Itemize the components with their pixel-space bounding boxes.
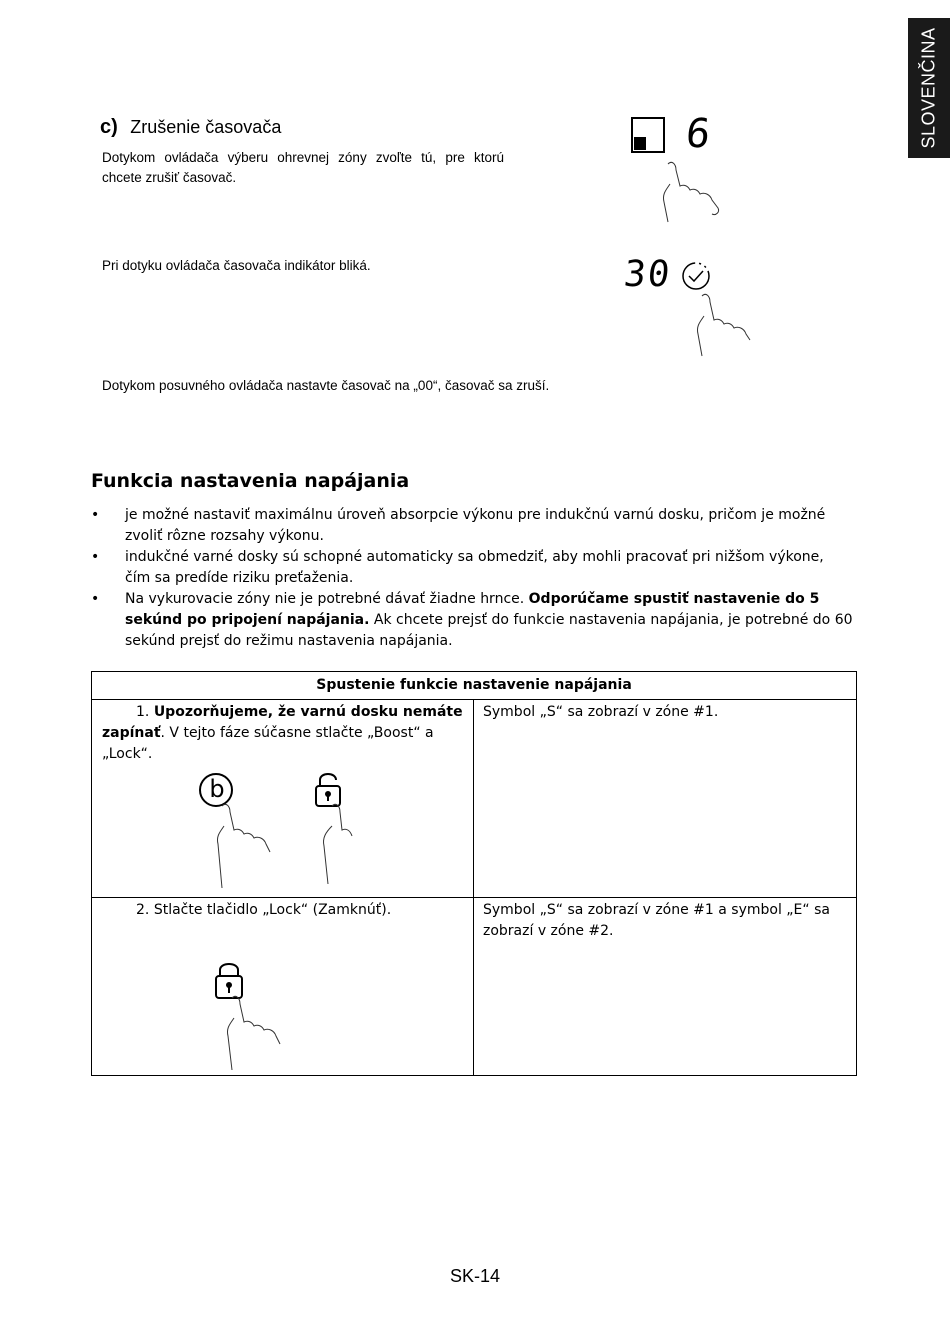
hand-pointer-icon xyxy=(227,996,280,1070)
language-label: SLOVENČINA xyxy=(918,27,939,149)
section-c-step2: Pri dotyku ovládača časovača indikátor bliká. xyxy=(102,258,371,273)
result-text: Symbol „S“ sa zobrazí v zóne #1. xyxy=(483,704,719,720)
zone-digit: 6 xyxy=(683,111,713,157)
lock-icon xyxy=(216,964,242,998)
zone-display-figure xyxy=(628,112,738,227)
section-title: Zrušenie časovača xyxy=(130,117,282,137)
step-text: 1. Upozorňujeme, že varnú dosku nemáte zapínať. V tejto fáze súčasne stlačte „Boost“ a „Lock“. xyxy=(102,704,463,762)
section-c-step3: Dotykom posuvného ovládača nastavte časovač na „00“, časovač sa zruší. xyxy=(102,378,550,393)
step-text: 2. Stlačte tlačidlo „Lock“ (Zamknúť). xyxy=(136,902,392,918)
bullet-item: • Na vykurovacie zóny nie je potrebné dávať žiadne hrnce. Odporúčame spustiť nastavenie do 5 sekúnd po pripojení napájania. Ak chcete prejsť do funkcie nastavenia napájania, je potrebné do 60 sekúnd prejsť do režimu nastavenia napájania. xyxy=(91,589,853,652)
result-cell xyxy=(474,898,857,1076)
result-cell xyxy=(474,700,857,898)
timer-digits: 30 xyxy=(621,254,674,295)
zone-select-icon xyxy=(628,112,738,227)
page-number: SK-14 xyxy=(449,1266,501,1286)
table-row xyxy=(92,898,857,1076)
power-setting-table xyxy=(91,671,857,1076)
power-heading: Funkcia nastavenia napájania xyxy=(91,470,410,492)
bullet-item: • indukčné varné dosky sú schopné automaticky sa obmedziť, aby mohli pracovať pri nižšom výkone, čím sa predíde riziku preťaženia. xyxy=(91,547,853,589)
table-header: Spustenie funkcie nastavenie napájania xyxy=(92,672,857,700)
result-text: Symbol „S“ sa zobrazí v zóne #1 a symbol „E“ sa zobrazí v zóne #2. xyxy=(483,902,830,939)
table-header-row xyxy=(92,672,857,700)
boost-glyph: b xyxy=(209,775,225,803)
hand-pointer-icon xyxy=(217,804,352,888)
section-letter: c) xyxy=(100,116,118,138)
power-bullets xyxy=(91,505,853,652)
hand-pointer-icon xyxy=(663,162,718,222)
language-tab xyxy=(908,18,950,158)
timer-display-figure xyxy=(621,254,764,364)
step-cell xyxy=(92,898,474,1076)
hand-pointer-icon xyxy=(684,294,764,364)
lock-figure xyxy=(212,962,322,1072)
step-cell xyxy=(92,700,474,898)
lock-icon xyxy=(316,774,340,806)
section-c-heading xyxy=(100,116,281,139)
bullet-item: • je možné nastaviť maximálnu úroveň absorpcie výkonu pre indukčnú varnú dosku, pričom je možné zvoliť rôzne rozsahy výkonu. xyxy=(91,505,853,547)
section-c-step1: Dotykom ovládača výberu ohrevnej zóny zvoľte tú, pre ktorú chcete zrušiť časovač. xyxy=(102,150,504,185)
table-row xyxy=(92,700,857,898)
